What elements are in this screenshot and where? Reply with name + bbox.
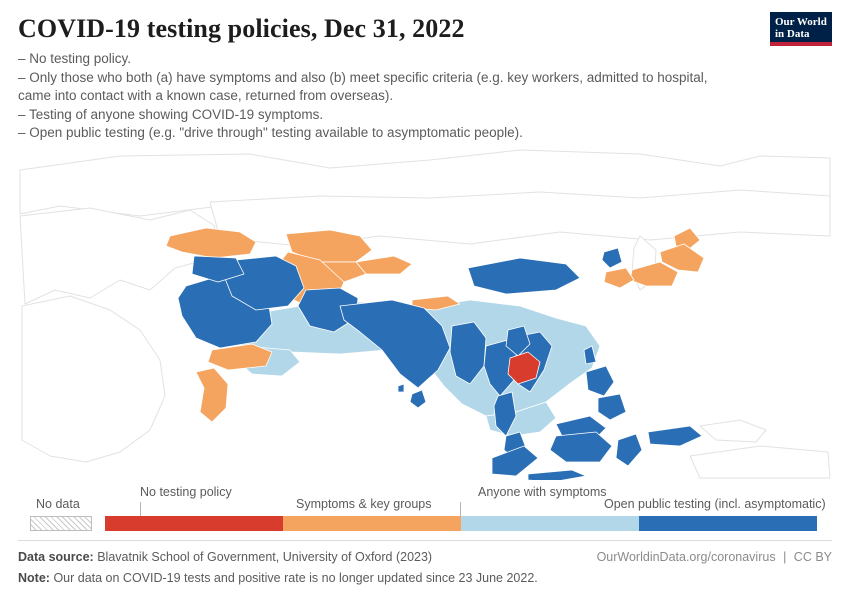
note-label: Note: [18, 571, 50, 585]
data-source-line [18, 550, 432, 564]
legend-swatch-symptoms-key-groups[interactable] [283, 516, 461, 531]
legend-label-symptoms-key-groups: Symptoms & key groups [296, 497, 432, 511]
legend-tick-2 [460, 502, 461, 516]
legend-color-bar[interactable] [105, 516, 817, 531]
footer-link-separator: | [783, 550, 787, 564]
footer-divider [18, 540, 832, 541]
our-world-in-data-logo[interactable] [770, 12, 832, 46]
chart-subtitle [18, 50, 718, 143]
map-legend [0, 480, 850, 540]
logo-line-1: Our World [775, 16, 827, 28]
note-text: Our data on COVID-19 tests and positive rate is no longer updated since 23 June 2022. [53, 571, 538, 585]
data-source-text: Blavatnik School of Government, University of Oxford (2023) [97, 550, 433, 564]
legend-label-anyone-with-symptoms: Anyone with symptoms [478, 485, 607, 499]
logo-line-2: in Data [775, 28, 810, 40]
legend-swatch-anyone-with-symptoms[interactable] [461, 516, 639, 531]
choropleth-map[interactable] [0, 140, 850, 480]
page-title: COVID-19 testing policies, Dec 31, 2022 [18, 14, 465, 43]
legend-no-data-swatch[interactable] [30, 516, 92, 531]
legend-label-no-testing-policy: No testing policy [140, 485, 232, 499]
subtitle-line-3: – Testing of anyone showing COVID-19 symptoms. [18, 106, 324, 122]
license-link[interactable]: CC BY [793, 550, 832, 564]
legend-label-open-public-testing: Open public testing (incl. asymptomatic) [604, 497, 826, 511]
site-link[interactable]: OurWorldinData.org/coronavirus [596, 550, 776, 564]
legend-tick-1 [140, 502, 141, 516]
data-source-label: Data source: [18, 550, 94, 564]
chart-footer [0, 540, 850, 600]
subtitle-line-2: – Only those who both (a) have symptoms and also (b) meet specific criteria (e.g. key workers, admitted to hospital, came into contact with a known case, returned from overseas). [18, 69, 708, 103]
legend-swatch-open-public-testing[interactable] [639, 516, 817, 531]
subtitle-line-4: – Open public testing (e.g. "drive through" testing available to asymptomatic people). [18, 125, 523, 140]
footer-links [597, 550, 832, 564]
footer-note-line [18, 571, 538, 585]
legend-no-data-label: No data [36, 497, 80, 511]
subtitle-line-1: – No testing policy. [18, 51, 132, 66]
legend-swatch-no-testing-policy[interactable] [105, 516, 283, 531]
